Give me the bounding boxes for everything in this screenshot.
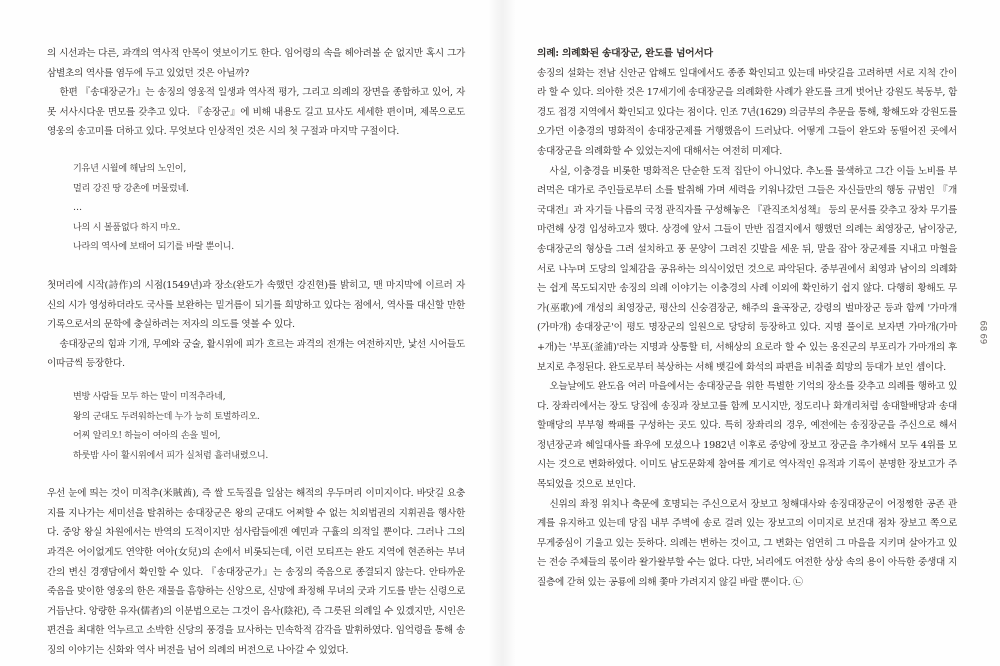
verse-line: 기유년 시월에 해남의 노인이, (73, 163, 186, 174)
left-paragraph-5: 우선 눈에 띄는 것이 미적추(米賊酋), 즉 쌀 도둑질을 일삼는 해적의 우두머리 이미지이다. 바닷길 요충지를 지나가는 세미선을 탈취하는 송대장군은 왕의 군대도 어쩌할 수 없는 치외법권의 지휘권을 행사한다. 중앙 왕실 차원에서는 반역의 도적이지만 섬사람들에겐 예민과 구휼의 의적일 뿐이다. 그러나 그의 과격은 어이없게도 연약한 여아(女兒)의 손에서 비롯되는데, 이런 모티프는 완도 지역에 현존하는 부녀간의 변신 경쟁담에서 확인할 수 있다. 『송대장군가』는 송징의 죽음으로 종결되지 않는다. 안타까운 죽음을 맞이한 영웅의 한은 재물을 흠향하는 신앙으로, 신망에 좌정해 무녀의 굿과 기도를 받는 신령으로 거듭난다. 앙량한 유자(儒者)의 이분법으로는 그것이 음사(陰祀), 즉 그릇된 의례일 수 있겠지만, 시인은 편견을 최대한 억누르고 소박한 신당의 풍경을 묘사하는 민속학적 감각을 발휘하였다. 임억령을 통해 송징의 이야기는 신화와 역사 버전을 넘어 의례의 버전으로 나아갈 수 있었다. (47, 488, 465, 657)
left-paragraph-4: 송대장군의 힘과 기개, 무예와 궁술, 활시위에 피가 흐르는 과격의 전개는 여전하지만, 낯선 시어들도 이따금씩 등장한다. (47, 338, 465, 370)
page-number-folio (976, 320, 988, 346)
verse-line: 하룻밤 사이 활시위에서 피가 실처럼 흘러내렸으니. (73, 450, 269, 461)
left-paragraph-2: 한편 『송대장군가』는 송징의 영웅적 일생과 역사적 평가, 그리고 의례의 장면을 종합하고 있어, 자못 서사시다운 면모를 갖추고 있다. 『송장군』에 비해 내용도 길고 묘사도 세세한 편이며, 제목으로도 영웅의 송고미를 더하고 있다. 무엇보다 인상적인 것은 시의 첫 구절과 마지막 구절이다. (47, 87, 465, 138)
right-paragraph-1: 송징의 설화는 전남 신안군 압해도 일대에서도 종종 확인되고 있는데 바닷길을 고려하면 서로 지척 간이라 할 수 있다. 의아한 것은 17세기에 송대장군을 의례화한 사례가 완도를 크게 벗어난 강원도 북동부, 함경도 접경 지역에서 확인되고 있다는 점이다. 인조 7년(1629) 의금부의 추문을 통해, 황해도와 강원도를 오가던 이충경의 명화적이 송대장군제를 거행했음이 드러났다. 어떻게 그들이 완도와 동떨어진 곳에서 송대장군을 의례화할 수 있었는지에 대해서는 여전히 미제다. (537, 67, 958, 157)
left-page (47, 44, 465, 661)
verse-line: 어찌 알리오! 하늘이 여아의 손을 빌어, (73, 431, 221, 442)
right-paragraph-3: 오늘날에도 완도읍 여러 마을에서는 송대장군을 위한 특별한 기억의 장소를 갖추고 의례를 행하고 있다. 장좌리에서는 장도 당집에 송징과 장보고를 함께 모시지만, 정도리나 화개리처럼 송대할배당과 송대할매당의 부부형 짝패를 구성하는 곳도 있다. 특히 장좌리의 경우, 예전에는 송징장군을 주신으로 해서 정년장군과 혜일대사를 좌우에 모셨으나 1982년 이후로 중앙에 장보고 장군을 추가해서 모두 4위를 모시는 것으로 변화하였다. 이미도 남도문화제 참여를 계기로 역사적인 유적과 기록이 분명한 장보고가 주목되었을 것으로 보인다. (537, 381, 957, 491)
verse-line: 나의 시 볼품없다 하지 마오. (73, 222, 181, 233)
right-paragraph-4: 신위의 좌정 위치나 축문에 호명되는 주신으로서 장보고 청해대사와 송징대장군이 어정쩡한 공존 관계를 유지하고 있는데 당집 내부 주벽에 송로 걸려 있는 장보고의 이미지로 보건대 점차 장보고 쪽으로 무게중심이 기울고 있는 듯하다. 의례는 변하는 것이고, 그 변화는 엄연히 그 마을을 지키며 살아가고 있는 전승 주체들의 몫이라 왈가왈부할 수는 없다. 다만, 뇌리에도 여전한 상상 속의 용이 아득한 중생대 지질층에 갇혀 있는 공룡에 의해 쫓마 가려지지 않길 바랄 뿐이다. ㉡ (537, 498, 957, 589)
page-number-left: 68 (977, 320, 988, 332)
verse-line: 나라의 역사에 보태어 되기를 바랄 뿐이니. (73, 242, 234, 253)
left-paragraph-1: 의 시선과는 다른, 과객의 역사적 안목이 엿보이기도 한다. 임어령의 속을 헤아려볼 순 없지만 혹시 그가 삼별초의 역사를 염두에 두고 있었던 것은 아닐까? (47, 48, 465, 79)
right-page (537, 44, 957, 593)
section-title: 의례: 의례화된 송대장군, 완도를 넘어서다 (537, 48, 713, 59)
verse-ellipsis: … (73, 203, 82, 214)
verse-line: 멀리 강진 땅 강촌에 머물렀네. (73, 183, 189, 194)
verse-quote-2 (73, 388, 465, 466)
verse-quote-1 (73, 160, 465, 258)
verse-line: 왕의 군대도 두려워하는데 누가 능히 토벌하리오. (73, 411, 260, 422)
book-gutter (488, 0, 516, 666)
verse-line: 변방 사람들 모두 하는 말이 미적추라네, (73, 391, 226, 402)
page-number-right: 69 (977, 333, 988, 345)
left-paragraph-3: 첫머리에 시작(詩作)의 시점(1549년)과 장소(완도가 속했던 강진현)를 밝히고, 맨 마지막에 이르러 자신의 시가 영성하더라도 국사를 보완하는 밑거름이 되기를 희망하고 있다는 점에서, 역사를 대신할 만한 기록으로서의 문학에 충실하려는 저자의 의도를 엿볼 수 있다. (47, 279, 465, 331)
right-paragraph-2: 사실, 이충경을 비롯한 명화적은 단순한 도적 집단이 아니었다. 추노를 물색하고 그간 이들 노비를 부려먹은 대가로 주인들로부터 소를 탈취해 가며 세력을 키워나갔던 그들은 자신들만의 행동 규범인 『개국대전』과 자기들 나름의 국정 관직자를 구성해놓은 『관직조치성책』 등의 문서를 갖추고 장차 무기를 마련해 상경 입성하고자 했다. 상경에 앞서 그들이 만반 집결지에서 행했던 의례는 최영장군, 남이장군, 송대장군의 형상을 그려 설치하고 풍 문양이 그려진 깃발을 세운 뒤, 말을 잡아 장군제를 지내고 마혈을 서로 나누며 도당의 일체감을 공유하는 의식이었던 것으로 파악된다. 중부권에서 최영과 남이의 의례화는 쉽게 목도되지만 송징의 의례 이야기는 이충경의 사례 이외에 확인하기 쉽지 않다. 다행히 황해도 무가(巫歌)에 개성의 최영장군, 평산의 신숭겸장군, 해주의 율곡장군, 강령의 벌마장군 등과 함께 '가마개(가마개) 송대장군'이 평도 명장군의 일원으로 당당히 등장하고 있다. 지명 풀이로 보자면 가마개(가마+개)는 '부포(釜浦)'라는 지명과 상통할 터, 서해상의 요로라 할 수 있는 옹진군의 부포리가 가마개의 후보지로 추정된다. 완도로부터 북상하는 서해 뱃길에 화석의 파편을 비취줄 희망의 등대가 보인 셈이다. (537, 165, 957, 373)
